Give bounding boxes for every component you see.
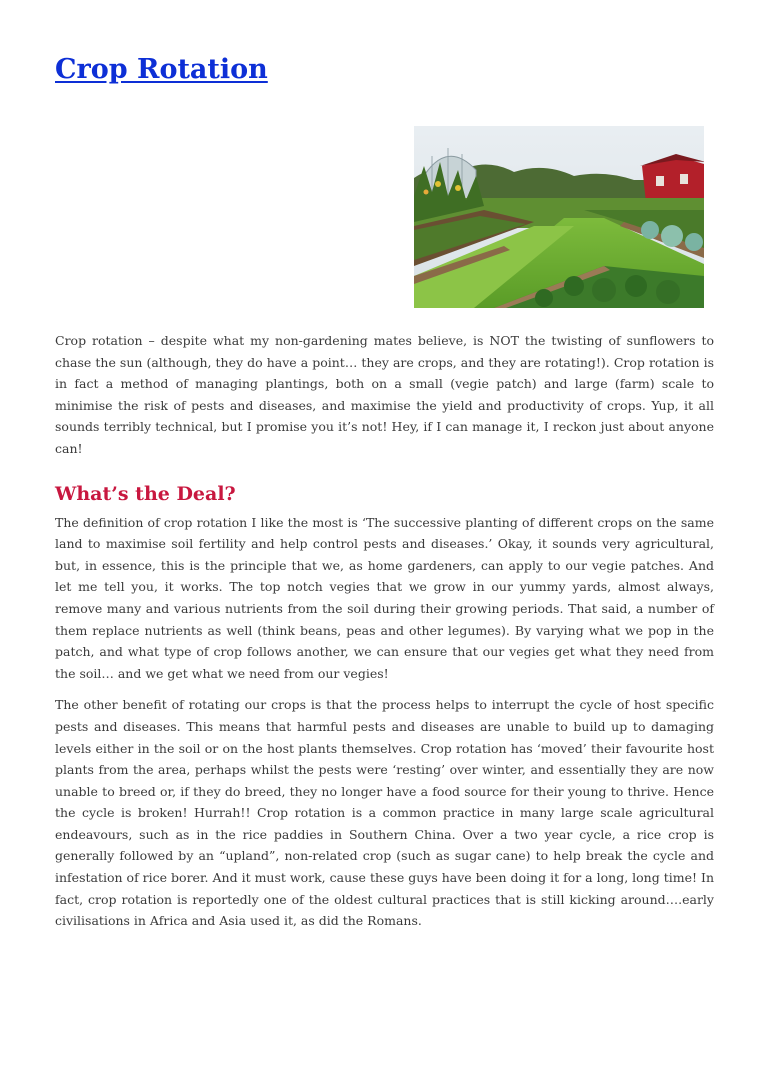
section-heading: What’s the Deal?	[55, 482, 236, 505]
intro-paragraph: Crop rotation – despite what my non-gardening mates believe, is NOT the twisting of sunflowers to chase the sun (although, they do have a point… they are crops, and they are rotating!). Crop rotation is in fact a method of managing plantings, both on a small (vegie patch) and large (farm) scale to minimise the risk of pests and diseases, and maximise the yield and productivity of crops. Yup, it all sounds terribly technical, but I promise you it’s not! Hey, if I can manage it, I reckon just about anyone can!	[55, 333, 714, 456]
article-body	[55, 330, 714, 942]
section-paragraph: The definition of crop rotation I like the most is ‘The successive planting of different crops on the same land to maximise soil fertility and help control pests and diseases.’ Okay, it sounds very agricultural, but, in essence, this is the principle that we, as home gardeners, can apply to our vegie patches. And let me tell you, it works. The top notch vegies that we grow in our yummy yards, almost always, remove many and various nutrients from the soil during their growing periods. That said, a number of them replace nutrients as well (think beans, peas and other legumes). By varying what we pop in the patch, and what type of crop follows another, we can ensure that our vegies get what they need from the soil… and we get what we need from our vegies!	[55, 514, 714, 681]
garden-photo	[414, 126, 704, 308]
garden-illustration	[414, 126, 704, 308]
page-title-link[interactable]: Crop Rotation	[55, 54, 268, 85]
section-paragraph: The other benefit of rotating our crops is that the process helps to interrupt the cycle of host specific pests and diseases. This means that harmful pests and diseases are unable to build up to damaging levels either in the soil or on the host plants themselves. Crop rotation has ‘moved’ their favourite host plants from the area, perhaps whilst the pests were ‘resting’ over winter, and essentially they are now unable to breed or, if they do breed, they no longer have a food source for their young to thrive. Hence the cycle is broken! Hurrah!! Crop rotation is a common practice in many large scale agricultural endeavours, such as in the rice paddies in Southern China. Over a two year cycle, a rice crop is generally followed by an “upland”, non-related crop (such as sugar cane) to help break the cycle and infestation of rice borer. And it must work, cause these guys have been doing it for a long, long time! In fact, crop rotation is reportedly one of the oldest cultural practices that is still kicking around….early civilisations in Africa and Asia used it, as did the Romans.	[55, 697, 714, 929]
